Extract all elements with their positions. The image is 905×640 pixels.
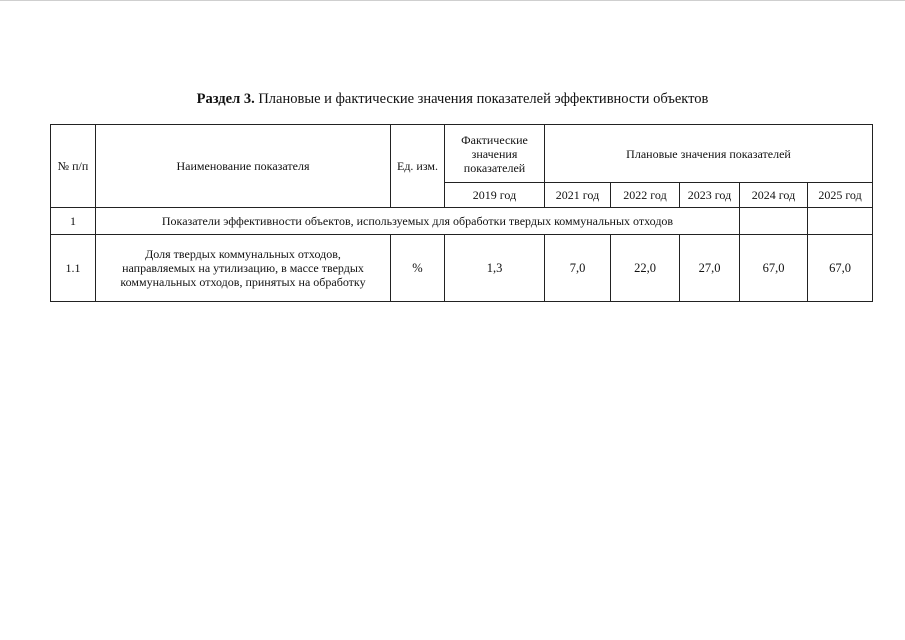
header-year-2025: 2025 год — [808, 183, 873, 208]
header-year-2019: 2019 год — [445, 183, 545, 208]
row-actual-2019: 1,3 — [445, 235, 545, 302]
row-planned-2024: 67,0 — [740, 235, 808, 302]
header-actual-values — [445, 125, 545, 183]
header-actual-line: показателей — [463, 160, 526, 175]
header-year-2024: 2024 год — [740, 183, 808, 208]
row-planned-2023: 27,0 — [680, 235, 740, 302]
table-row — [51, 235, 873, 302]
group-number: 1 — [51, 208, 96, 235]
section-title — [0, 90, 905, 108]
header-planned-values: Плановые значения показателей — [545, 125, 873, 183]
table-group-row — [51, 208, 873, 235]
row-planned-2021: 7,0 — [545, 235, 611, 302]
row-planned-2022: 22,0 — [611, 235, 680, 302]
scan-border-line — [0, 0, 905, 1]
header-actual-line: Фактические — [461, 132, 528, 147]
indicators-table — [50, 124, 873, 302]
row-planned-2025: 67,0 — [808, 235, 873, 302]
section-title-text: Плановые и фактические значения показателей эффективности объектов — [258, 91, 709, 107]
row-name-line: Доля твердых коммунальных отходов, — [145, 247, 341, 261]
row-name-line: направляемых на утилизацию, в массе твердых — [122, 261, 364, 275]
header-indicator-name: Наименование показателя — [96, 125, 391, 208]
header-unit: Ед. изм. — [391, 125, 445, 208]
section-title-number: Раздел 3. — [196, 91, 255, 107]
header-number: № п/п — [51, 125, 96, 208]
row-name-line: коммунальных отходов, принятых на обработку — [120, 275, 366, 289]
group-label: Показатели эффективности объектов, используемых для обработки твердых коммунальных отходов — [96, 208, 740, 235]
header-year-2022: 2022 год — [611, 183, 680, 208]
header-year-2021: 2021 год — [545, 183, 611, 208]
row-number: 1.1 — [51, 235, 96, 302]
group-empty-cell — [808, 208, 873, 235]
header-actual-line: значения — [471, 146, 518, 161]
group-empty-cell — [740, 208, 808, 235]
row-indicator-name — [96, 235, 391, 302]
table-header-row — [51, 125, 873, 183]
header-year-2023: 2023 год — [680, 183, 740, 208]
row-unit: % — [391, 235, 445, 302]
